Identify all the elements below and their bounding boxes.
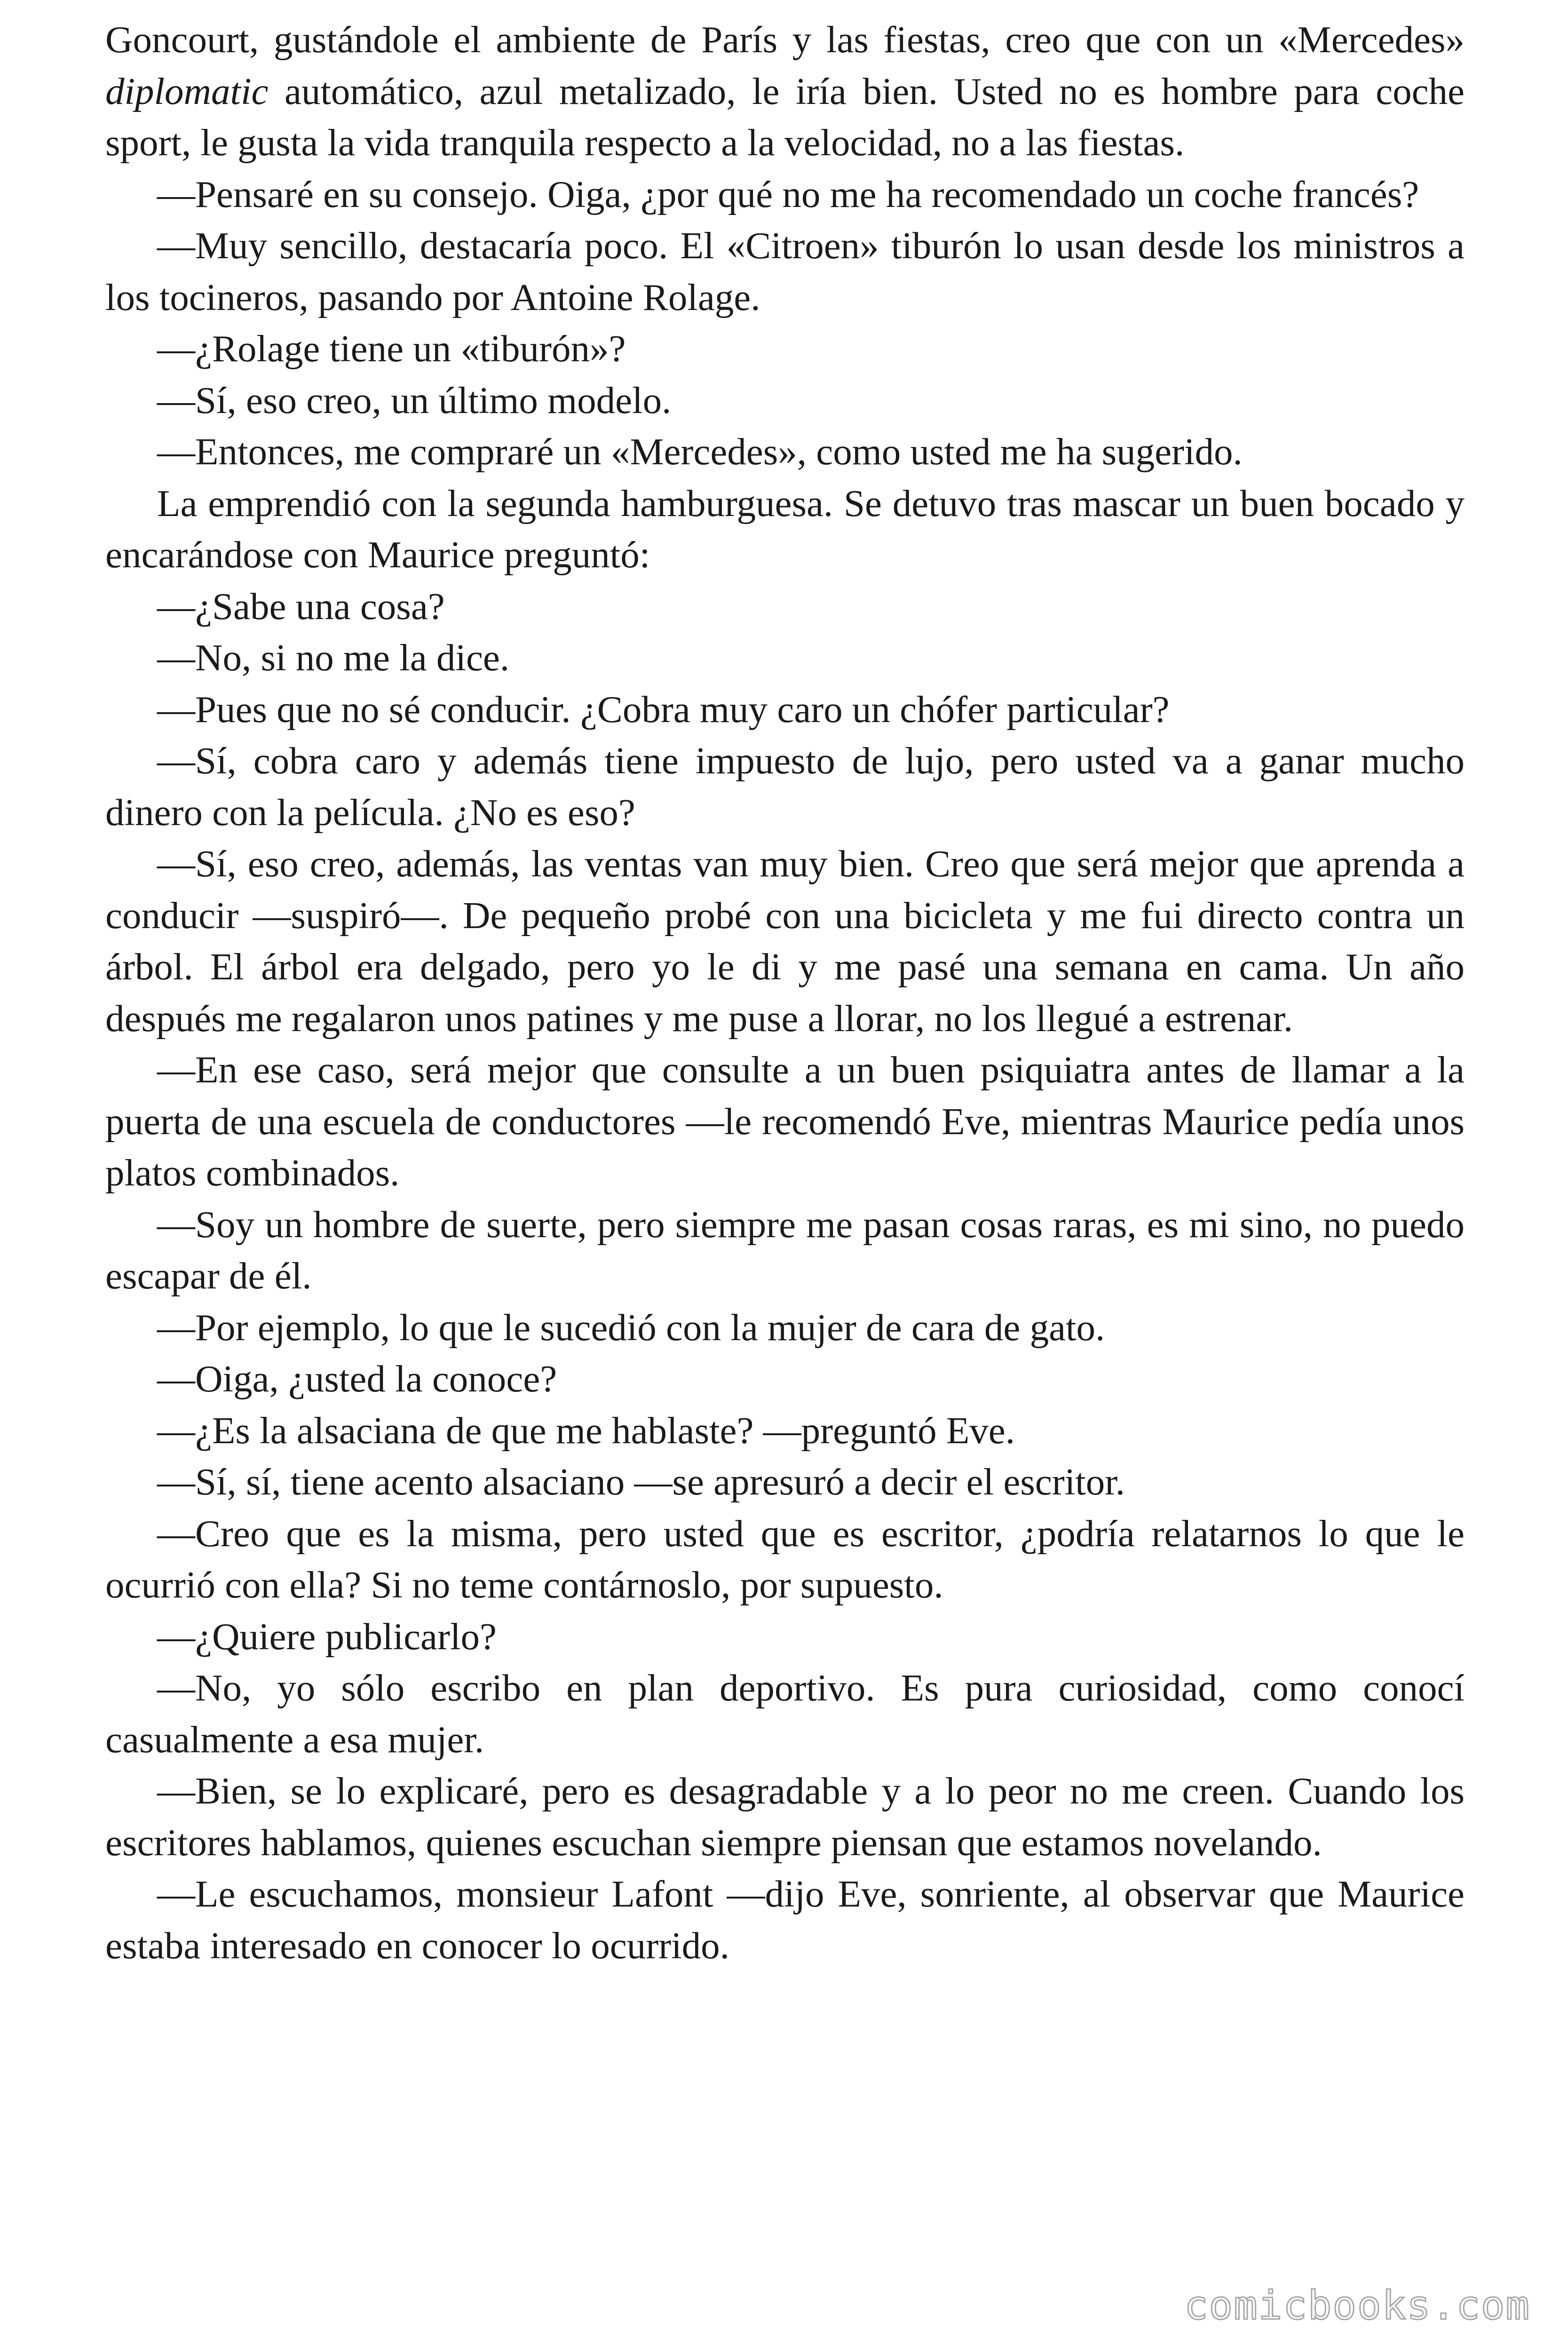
paragraph-9: —No, si no me la dice. [157,636,510,679]
paragraph-23: —Le escuchamos, monsieur Lafont —dijo Eve, sonriente, al observar que Maurice estaba interesado en conocer lo ocurrido. [105,1873,1465,1967]
watermark: comicbooks.com [1184,2282,1530,2328]
paragraph-2: —Pensaré en su consejo. Oiga, ¿por qué no me ha recomendado un coche francés? [157,173,1419,215]
paragraph-19: —Creo que es la misma, pero usted que es escritor, ¿podría relatarnos lo que le ocurrió con ella? Si no teme contárnoslo, por supuesto. [105,1512,1465,1606]
paragraph-15: —Por ejemplo, lo que le sucedió con la mujer de cara de gato. [157,1306,1105,1349]
paragraph-20: —¿Quiere publicarlo? [157,1615,497,1658]
paragraph-12: —Sí, eso creo, además, las ventas van muy bien. Creo que será mejor que aprenda a conducir —suspiró—. De pequeño probé con una bicicleta y me fui directo contra un árbol. El árbol era delgado, pero yo le di y me pasé una semana en cama. Un año después me regalaron unos patines y me puse a llorar, no los llegué a estrenar. [105,842,1465,1040]
paragraph-13: —En ese caso, será mejor que consulte a un buen psiquiatra antes de llamar a la puerta de una escuela de conductores —le recomendó Eve, mientras Maurice pedía unos platos combinados. [105,1049,1465,1194]
paragraph-6: —Entonces, me compraré un «Mercedes», como usted me ha sugerido. [157,430,1243,473]
paragraph-4: —¿Rolage tiene un «tiburón»? [157,327,626,370]
paragraph-16: —Oiga, ¿usted la conoce? [157,1358,557,1400]
paragraph-3: —Muy sencillo, destacaría poco. El «Citroen» tiburón lo usan desde los ministros a los tocineros, pasando por Antoine Rolage. [105,224,1465,318]
paragraph-1 [105,14,1465,169]
paragraph-17: —¿Es la alsaciana de que me hablaste? —preguntó Eve. [157,1409,1015,1452]
paragraph-7: La emprendió con la segunda hamburguesa. Se detuvo tras mascar un buen bocado y encarándose con Maurice preguntó: [105,482,1465,576]
paragraph-11: —Sí, cobra caro y además tiene impuesto de lujo, pero usted va a ganar mucho dinero con la película. ¿No es eso? [105,739,1465,834]
paragraph-5: —Sí, eso creo, un último modelo. [157,379,672,421]
paragraph-10: —Pues que no sé conducir. ¿Cobra muy caro un chófer particular? [157,688,1170,731]
book-page [105,14,1465,1971]
paragraph-1-rest: automático, azul metalizado, le iría bien. Usted no es hombre para coche sport, le gusta la vida tranquila respecto a la velocidad, no a las fiestas. [105,70,1465,164]
paragraph-1-italic: diplomatic [105,70,269,112]
paragraph-1-text: Goncourt, gustándole el ambiente de París y las fiestas, creo que con un «Mercedes» [105,18,1465,61]
paragraph-8: —¿Sabe una cosa? [157,585,445,628]
paragraph-18: —Sí, sí, tiene acento alsaciano —se apresuró a decir el escritor. [157,1461,1125,1503]
paragraph-14: —Soy un hombre de suerte, pero siempre me pasan cosas raras, es mi sino, no puedo escapar de él. [105,1203,1465,1297]
paragraph-22: —Bien, se lo explicaré, pero es desagradable y a lo peor no me creen. Cuando los escritores hablamos, quienes escuchan siempre piensan que estamos novelando. [105,1770,1465,1864]
paragraph-21: —No, yo sólo escribo en plan deportivo. Es pura curiosidad, como conocí casualmente a esa mujer. [105,1667,1465,1761]
